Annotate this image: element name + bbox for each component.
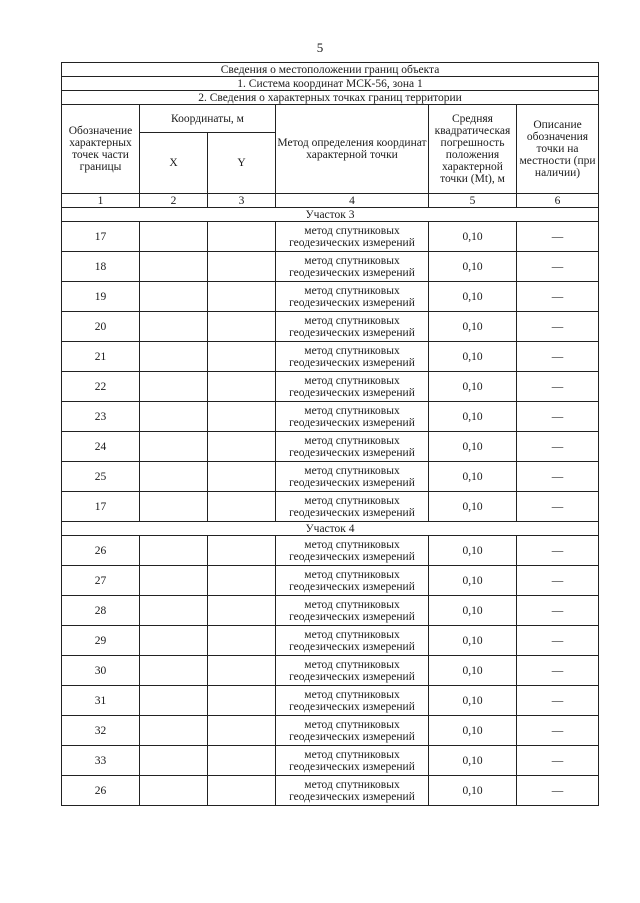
method-line-1: метод спутниковых [304, 718, 400, 731]
y-coordinate-cell [208, 372, 276, 402]
method-line-1: метод спутниковых [304, 464, 400, 477]
x-coordinate-cell [140, 536, 208, 566]
method-line-1: метод спутниковых [304, 688, 400, 701]
point-id-cell: 27 [62, 566, 140, 596]
method-line-1: метод спутниковых [304, 494, 400, 507]
column-number: 5 [429, 194, 517, 208]
section-title: Участок 3 [62, 208, 599, 222]
description-cell: — [517, 312, 599, 342]
x-coordinate-cell [140, 312, 208, 342]
description-cell: — [517, 342, 599, 372]
description-cell: — [517, 776, 599, 806]
table-row [62, 252, 599, 282]
x-coordinate-cell [140, 566, 208, 596]
method-cell [276, 776, 429, 806]
table-row [62, 596, 599, 626]
table-row [62, 776, 599, 806]
method-line-1: метод спутниковых [304, 568, 400, 581]
method-cell [276, 312, 429, 342]
table-row [62, 656, 599, 686]
y-coordinate-cell [208, 222, 276, 252]
method-cell [276, 536, 429, 566]
table-row [62, 222, 599, 252]
method-line-2: геодезических измерений [289, 236, 415, 249]
header-error: Средняя квадратическая погрешность положения характерной точки (Mt), м [429, 105, 517, 194]
error-cell: 0,10 [429, 342, 517, 372]
column-number: 6 [517, 194, 599, 208]
method-cell [276, 656, 429, 686]
y-coordinate-cell [208, 402, 276, 432]
y-coordinate-cell [208, 252, 276, 282]
method-cell [276, 746, 429, 776]
x-coordinate-cell [140, 222, 208, 252]
point-id-cell: 18 [62, 252, 140, 282]
y-coordinate-cell [208, 656, 276, 686]
column-number: 4 [276, 194, 429, 208]
point-id-cell: 25 [62, 462, 140, 492]
method-line-2: геодезических измерений [289, 386, 415, 399]
x-coordinate-cell [140, 342, 208, 372]
method-line-2: геодезических измерений [289, 416, 415, 429]
header-method: Метод определения координат характерной точки [276, 105, 429, 194]
info-row-coordinate-system [62, 77, 599, 91]
description-cell: — [517, 656, 599, 686]
method-line-2: геодезических измерений [289, 326, 415, 339]
description-cell: — [517, 746, 599, 776]
y-coordinate-cell [208, 462, 276, 492]
x-coordinate-cell [140, 402, 208, 432]
description-cell: — [517, 596, 599, 626]
point-id-cell: 33 [62, 746, 140, 776]
method-cell [276, 596, 429, 626]
method-cell [276, 686, 429, 716]
x-coordinate-cell [140, 746, 208, 776]
header-row-top [62, 105, 599, 133]
info-row-title [62, 63, 599, 77]
description-cell: — [517, 222, 599, 252]
y-coordinate-cell [208, 746, 276, 776]
error-cell: 0,10 [429, 402, 517, 432]
info-coordinate-system: 1. Система координат МСК-56, зона 1 [62, 77, 599, 91]
method-line-1: метод спутниковых [304, 374, 400, 387]
error-cell: 0,10 [429, 282, 517, 312]
description-cell: — [517, 536, 599, 566]
description-cell: — [517, 716, 599, 746]
x-coordinate-cell [140, 776, 208, 806]
description-cell: — [517, 372, 599, 402]
column-number: 2 [140, 194, 208, 208]
x-coordinate-cell [140, 252, 208, 282]
y-coordinate-cell [208, 776, 276, 806]
method-line-1: метод спутниковых [304, 658, 400, 671]
point-id-cell: 19 [62, 282, 140, 312]
section-title: Участок 4 [62, 522, 599, 536]
method-line-1: метод спутниковых [304, 284, 400, 297]
error-cell: 0,10 [429, 566, 517, 596]
method-line-2: геодезических измерений [289, 550, 415, 563]
point-id-cell: 31 [62, 686, 140, 716]
method-line-1: метод спутниковых [304, 598, 400, 611]
method-line-1: метод спутниковых [304, 344, 400, 357]
page-number: 5 [316, 40, 324, 55]
y-coordinate-cell [208, 626, 276, 656]
method-line-2: геодезических измерений [289, 700, 415, 713]
header-y: Y [208, 133, 276, 194]
y-coordinate-cell [208, 492, 276, 522]
method-line-2: геодезических измерений [289, 760, 415, 773]
method-line-1: метод спутниковых [304, 628, 400, 641]
error-cell: 0,10 [429, 222, 517, 252]
boundary-points-table [61, 62, 599, 806]
info-row-points [62, 91, 599, 105]
x-coordinate-cell [140, 596, 208, 626]
y-coordinate-cell [208, 716, 276, 746]
y-coordinate-cell [208, 686, 276, 716]
x-coordinate-cell [140, 282, 208, 312]
column-number: 3 [208, 194, 276, 208]
description-cell: — [517, 626, 599, 656]
description-cell: — [517, 566, 599, 596]
method-cell [276, 252, 429, 282]
method-line-2: геодезических измерений [289, 446, 415, 459]
error-cell: 0,10 [429, 432, 517, 462]
method-line-2: геодезических измерений [289, 476, 415, 489]
method-cell [276, 342, 429, 372]
method-cell [276, 372, 429, 402]
x-coordinate-cell [140, 492, 208, 522]
method-cell [276, 432, 429, 462]
table-row [62, 536, 599, 566]
point-id-cell: 20 [62, 312, 140, 342]
header-coordinates: Координаты, м [140, 105, 276, 133]
method-line-2: геодезических измерений [289, 610, 415, 623]
y-coordinate-cell [208, 312, 276, 342]
point-id-cell: 24 [62, 432, 140, 462]
point-id-cell: 29 [62, 626, 140, 656]
point-id-cell: 23 [62, 402, 140, 432]
method-line-2: геодезических измерений [289, 790, 415, 803]
header-point-designation: Обозначение характерных точек части границы [62, 105, 140, 194]
point-id-cell: 28 [62, 596, 140, 626]
method-line-2: геодезических измерений [289, 670, 415, 683]
method-line-1: метод спутниковых [304, 224, 400, 237]
column-numbers-row [62, 194, 599, 208]
method-line-2: геодезических измерений [289, 580, 415, 593]
table-row [62, 566, 599, 596]
method-line-1: метод спутниковых [304, 254, 400, 267]
method-line-2: геодезических измерений [289, 296, 415, 309]
error-cell: 0,10 [429, 776, 517, 806]
section-row [62, 208, 599, 222]
table-row [62, 372, 599, 402]
point-id-cell: 26 [62, 776, 140, 806]
method-cell [276, 462, 429, 492]
point-id-cell: 30 [62, 656, 140, 686]
description-cell: — [517, 252, 599, 282]
error-cell: 0,10 [429, 312, 517, 342]
error-cell: 0,10 [429, 252, 517, 282]
point-id-cell: 17 [62, 492, 140, 522]
method-line-1: метод спутниковых [304, 314, 400, 327]
description-cell: — [517, 686, 599, 716]
method-cell [276, 402, 429, 432]
method-line-2: геодезических измерений [289, 506, 415, 519]
method-cell [276, 282, 429, 312]
error-cell: 0,10 [429, 372, 517, 402]
method-line-1: метод спутниковых [304, 778, 400, 791]
table-row [62, 686, 599, 716]
x-coordinate-cell [140, 686, 208, 716]
point-id-cell: 32 [62, 716, 140, 746]
method-cell [276, 716, 429, 746]
method-line-2: геодезических измерений [289, 730, 415, 743]
description-cell: — [517, 462, 599, 492]
error-cell: 0,10 [429, 746, 517, 776]
table-row [62, 342, 599, 372]
method-line-2: геодезических измерений [289, 266, 415, 279]
header-x: X [140, 133, 208, 194]
table-row [62, 282, 599, 312]
table-row [62, 492, 599, 522]
table-row [62, 312, 599, 342]
table-row [62, 626, 599, 656]
description-cell: — [517, 402, 599, 432]
y-coordinate-cell [208, 342, 276, 372]
table-row [62, 462, 599, 492]
x-coordinate-cell [140, 462, 208, 492]
method-line-1: метод спутниковых [304, 748, 400, 761]
description-cell: — [517, 282, 599, 312]
method-cell [276, 492, 429, 522]
info-points: 2. Сведения о характерных точках границ территории [62, 91, 599, 105]
section-row [62, 522, 599, 536]
point-id-cell: 22 [62, 372, 140, 402]
error-cell: 0,10 [429, 536, 517, 566]
point-id-cell: 17 [62, 222, 140, 252]
table-row [62, 402, 599, 432]
error-cell: 0,10 [429, 492, 517, 522]
error-cell: 0,10 [429, 686, 517, 716]
x-coordinate-cell [140, 372, 208, 402]
method-line-2: геодезических измерений [289, 356, 415, 369]
point-id-cell: 21 [62, 342, 140, 372]
error-cell: 0,10 [429, 462, 517, 492]
table-row [62, 746, 599, 776]
x-coordinate-cell [140, 432, 208, 462]
error-cell: 0,10 [429, 626, 517, 656]
table-row [62, 432, 599, 462]
x-coordinate-cell [140, 626, 208, 656]
method-cell [276, 626, 429, 656]
y-coordinate-cell [208, 536, 276, 566]
method-cell [276, 222, 429, 252]
error-cell: 0,10 [429, 716, 517, 746]
y-coordinate-cell [208, 282, 276, 312]
point-id-cell: 26 [62, 536, 140, 566]
y-coordinate-cell [208, 596, 276, 626]
x-coordinate-cell [140, 656, 208, 686]
y-coordinate-cell [208, 432, 276, 462]
method-line-1: метод спутниковых [304, 538, 400, 551]
description-cell: — [517, 432, 599, 462]
info-title: Сведения о местоположении границ объекта [62, 63, 599, 77]
x-coordinate-cell [140, 716, 208, 746]
header-description: Описание обозначения точки на местности (при наличии) [517, 105, 599, 194]
method-line-1: метод спутниковых [304, 404, 400, 417]
method-line-2: геодезических измерений [289, 640, 415, 653]
method-line-1: метод спутниковых [304, 434, 400, 447]
column-number: 1 [62, 194, 140, 208]
y-coordinate-cell [208, 566, 276, 596]
error-cell: 0,10 [429, 596, 517, 626]
description-cell: — [517, 492, 599, 522]
error-cell: 0,10 [429, 656, 517, 686]
table-row [62, 716, 599, 746]
method-cell [276, 566, 429, 596]
